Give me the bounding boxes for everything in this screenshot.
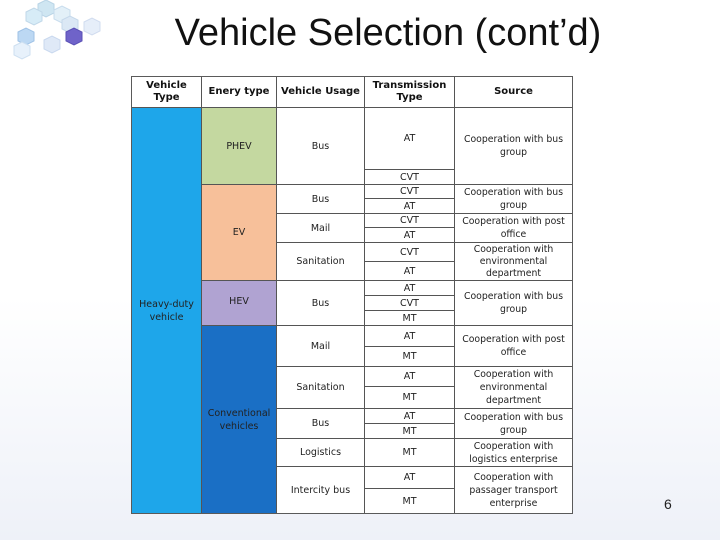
transmission-cell: AT bbox=[365, 409, 455, 424]
vehicle-type-cell: Heavy-duty vehicle bbox=[132, 108, 202, 513]
usage-cell: Bus bbox=[277, 108, 365, 185]
header-energy-type: Enery type bbox=[202, 77, 277, 108]
transmission-cell: CVT bbox=[365, 296, 455, 311]
header-transmission-type: Transmission Type bbox=[365, 77, 455, 108]
source-cell: Cooperation with logistics enterprise bbox=[455, 439, 572, 467]
vehicle-selection-table bbox=[131, 76, 573, 514]
transmission-cell: AT bbox=[365, 367, 455, 387]
energy-type-hev: HEV bbox=[202, 281, 277, 326]
transmission-cell: CVT bbox=[365, 214, 455, 228]
source-cell: Cooperation with passager transport enterprise bbox=[469, 471, 558, 509]
source-cell: Cooperation with environmental department bbox=[455, 367, 572, 409]
source-cell: Cooperation with post office bbox=[455, 214, 572, 243]
transmission-cell: MT bbox=[365, 347, 455, 367]
transmission-cell: AT bbox=[365, 199, 455, 214]
source-cell: Cooperation with post office bbox=[455, 326, 572, 367]
transmission-cell: MT bbox=[365, 387, 455, 409]
source-cell: Cooperation with bus group bbox=[455, 185, 572, 214]
transmission-cell: MT bbox=[365, 439, 455, 467]
transmission-cell: CVT bbox=[365, 170, 455, 185]
source-cell: Cooperation with bus group bbox=[455, 409, 572, 439]
source-cell: Cooperation with environmental department bbox=[455, 243, 572, 281]
source-cell: Cooperation with bus group bbox=[455, 281, 572, 326]
transmission-cell: MT bbox=[365, 311, 455, 326]
header-vehicle-type: Vehicle Type bbox=[132, 77, 202, 108]
transmission-cell: AT bbox=[365, 262, 455, 281]
transmission-cell: AT bbox=[365, 228, 455, 243]
transmission-cell: MT bbox=[365, 489, 455, 513]
transmission-cell: AT bbox=[365, 467, 455, 489]
energy-type-phev: PHEV bbox=[202, 108, 277, 185]
energy-type-conventional: Conventional vehicles bbox=[202, 326, 277, 513]
usage-cell: Mail bbox=[277, 326, 365, 367]
usage-cell: Bus bbox=[277, 281, 365, 326]
usage-cell: Intercity bus bbox=[277, 467, 365, 513]
transmission-cell: CVT bbox=[365, 243, 455, 262]
usage-cell: Logistics bbox=[277, 439, 365, 467]
usage-cell: Bus bbox=[277, 409, 365, 439]
usage-cell: Sanitation bbox=[277, 367, 365, 409]
usage-cell: Sanitation bbox=[277, 243, 365, 281]
usage-cell: Bus bbox=[277, 185, 365, 214]
slide-number: 6 bbox=[664, 496, 672, 512]
energy-type-ev: EV bbox=[202, 185, 277, 281]
transmission-cell: AT bbox=[365, 108, 455, 170]
transmission-cell: AT bbox=[365, 281, 455, 296]
header-vehicle-usage: Vehicle Usage bbox=[277, 77, 365, 108]
transmission-cell: AT bbox=[365, 326, 455, 347]
source-cell: Cooperation with bus group bbox=[455, 108, 572, 185]
transmission-cell: CVT bbox=[365, 185, 455, 199]
usage-cell: Mail bbox=[277, 214, 365, 243]
header-source: Source bbox=[455, 77, 572, 108]
transmission-cell: MT bbox=[365, 424, 455, 439]
slide-title: Vehicle Selection (cont’d) bbox=[174, 12, 602, 54]
